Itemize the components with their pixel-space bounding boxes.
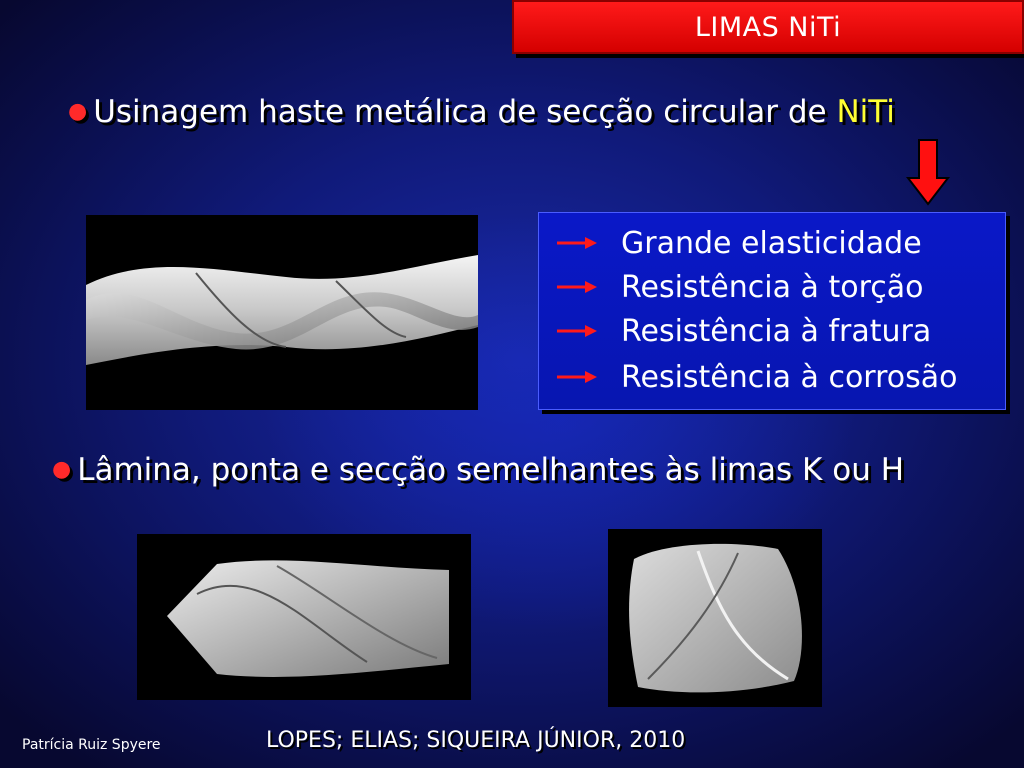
bullet-line-2 (52, 452, 904, 488)
bullet-line-1 (68, 94, 895, 130)
arrow-right-icon (555, 277, 599, 297)
slide-title: LIMAS NiTi (694, 11, 842, 43)
bullet-2-text: Lâmina, ponta e secção semelhantes às limas K ou H (77, 452, 905, 488)
reference-citation: LOPES; ELIAS; SIQUEIRA JÚNIOR, 2010 (266, 728, 686, 753)
property-label: Resistência à corrosão (621, 359, 958, 395)
property-item (555, 267, 923, 307)
arrow-right-icon (555, 233, 599, 253)
title-banner (512, 0, 1024, 54)
property-item (555, 223, 922, 263)
property-label: Resistência à fratura (621, 313, 932, 349)
arrow-right-icon (555, 367, 599, 387)
property-label: Grande elasticidade (621, 225, 922, 261)
author-name: Patrícia Ruiz Spyere (22, 737, 161, 753)
arrow-right-icon (555, 321, 599, 341)
file-tip-photo (137, 534, 471, 700)
bullet-dot-icon: ● (68, 99, 88, 124)
property-item (555, 311, 931, 351)
down-arrow-icon (904, 138, 950, 206)
niti-highlight: NiTi (836, 94, 895, 130)
bullet-dot-icon: ● (52, 457, 72, 482)
property-item (555, 357, 958, 397)
bullet-1-text: Usinagem haste metálica de secção circular de (93, 94, 837, 130)
cross-section-photo (608, 529, 822, 707)
twisted-file-photo (86, 215, 478, 410)
property-label: Resistência à torção (621, 269, 924, 305)
properties-box (538, 212, 1006, 410)
